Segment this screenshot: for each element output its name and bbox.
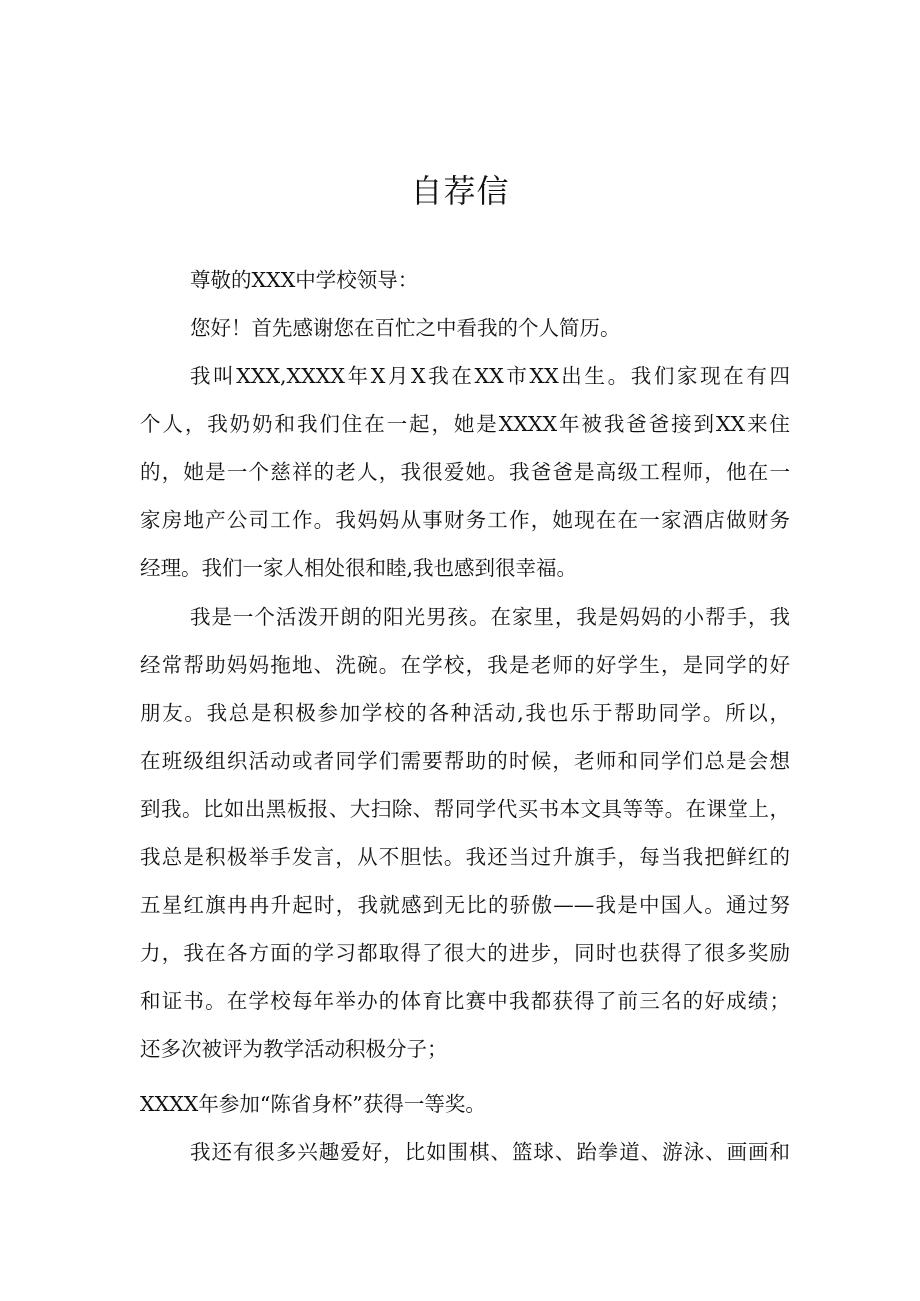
salutation: 尊敬的XXX中学校领导： [190, 268, 419, 292]
paragraph-1-line: 家房地产公司工作。我妈妈从事财务工作，她现在在一家酒店做财务 [140, 508, 790, 532]
document-title: 自荐信 [410, 172, 510, 210]
paragraph-2-line: 还多次被评为教学活动积极分子； [140, 1037, 448, 1061]
greeting: 您好！首先感谢您在百忙之中看我的个人简历。 [190, 316, 621, 340]
paragraph-1-line: 我叫XXX,XXXX年X月X我在XX市XX出生。我们家现在有四 [190, 364, 790, 388]
paragraph-1-line: 个人，我奶奶和我们住在一起，她是XXXX年被我爸爸接到XX来住 [140, 412, 790, 436]
paragraph-1-line: 经理。我们一家人相处很和睦,我也感到很幸福。 [140, 556, 578, 580]
paragraph-1-line: 的，她是一个慈祥的老人，我很爱她。我爸爸是高级工程师，他在一 [140, 460, 790, 484]
paragraph-2-line: 五星红旗冉冉升起时，我就感到无比的骄傲——我是中国人。通过努 [140, 893, 790, 917]
paragraph-2-line: 在班级组织活动或者同学们需要帮助的时候，老师和同学们总是会想 [140, 749, 790, 773]
paragraph-2-line: 力，我在各方面的学习都取得了很大的进步，同时也获得了很多奖励 [140, 941, 790, 965]
paragraph-2-line: 和证书。在学校每年举办的体育比赛中我都获得了前三名的好成绩； [140, 989, 790, 1013]
award-line: XXXX年参加“陈省身杯”获得一等奖。 [140, 1092, 486, 1116]
paragraph-2-line: 我是一个活泼开朗的阳光男孩。在家里，我是妈妈的小帮手，我 [190, 605, 790, 629]
paragraph-3-line: 我还有很多兴趣爱好，比如围棋、篮球、跆拳道、游泳、画画和 [190, 1140, 790, 1164]
paragraph-2-line: 朋友。我总是积极参加学校的各种活动,我也乐于帮助同学。所以， [140, 701, 790, 725]
paragraph-2-line: 到我。比如出黑板报、大扫除、帮同学代买书本文具等等。在课堂上， [140, 797, 790, 821]
paragraph-2-line: 经常帮助妈妈拖地、洗碗。在学校，我是老师的好学生，是同学的好 [140, 653, 790, 677]
paragraph-2-line: 我总是积极举手发言，从不胆怯。我还当过升旗手，每当我把鲜红的 [140, 845, 790, 869]
